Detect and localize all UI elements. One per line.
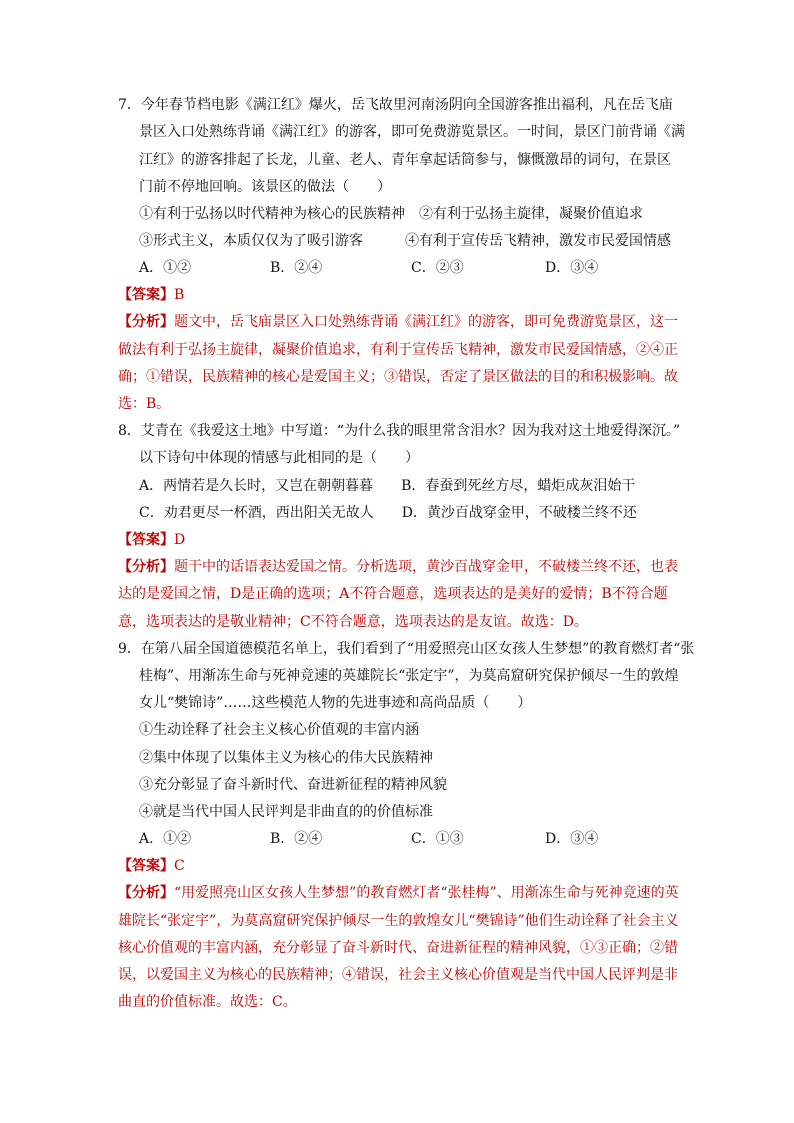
answer-tag: 【答案】 xyxy=(118,858,174,874)
q9-analysis-line: 雄院长“张定宇”，为莫高窟研究保护倾尽一生的敦煌女儿“樊锦诗”他们生动诠释了社会主义 xyxy=(118,913,679,929)
q7-choice-a: A．①② xyxy=(139,260,192,276)
answer-value: D xyxy=(174,532,186,548)
q7-analysis-line: 选：B。 xyxy=(118,396,171,412)
q8-analysis-line: 意，选项表达的是敬业精神；C不符合题意，选项表达的是友谊。故选：D。 xyxy=(118,614,588,630)
q8-answer xyxy=(118,530,185,550)
q9-statement: ②集中体现了以集体主义为核心的伟大民族精神 xyxy=(139,750,433,766)
q9-choice-a: A．①② xyxy=(139,831,192,847)
analysis-text: “用爱照亮山区女孩人生梦想”的教育燃灯者“张桂梅”、用渐冻生命与死神竞速的英 xyxy=(174,885,679,901)
answer-value: C xyxy=(174,858,185,874)
q9-analysis-line xyxy=(118,883,679,903)
q9-statement: ①生动诠释了社会主义核心价值观的丰富内涵 xyxy=(139,722,419,738)
q9-analysis-line: 曲直的价值标准。故选：C。 xyxy=(118,994,297,1010)
q9-answer xyxy=(118,856,185,876)
answer-value: B xyxy=(174,287,185,303)
q9-statement: ③充分彰显了奋斗新时代、奋进新征程的精神风貌 xyxy=(139,777,447,793)
q7-choice-b: B．②④ xyxy=(270,260,323,276)
q9-choice-b: B．②④ xyxy=(270,831,323,847)
analysis-text: 题文中，岳飞庙景区入口处熟练背诵《满江红》的游客，即可免费游览景区，这一 xyxy=(174,314,678,330)
analysis-text: 题干中的话语表达爱国之情。分析选项，黄沙百战穿金甲，不破楼兰终不还，也表 xyxy=(174,559,678,575)
q8-options-row: C．劝君更尽一杯酒，西出阳关无故人 D．黄沙百战穿金甲，不破楼兰终不还 xyxy=(139,505,637,521)
answer-tag: 【答案】 xyxy=(118,532,174,548)
q7-stem-line: 门前不停地回响。该景区的做法（ ） xyxy=(139,179,391,195)
q9-choice-d: D．③④ xyxy=(545,831,599,847)
answer-tag: 【答案】 xyxy=(118,287,174,303)
q8-stem-line: 以下诗句中体现的情感与此相同的是（ ） xyxy=(139,450,419,466)
q9-choice-c: C．①③ xyxy=(411,831,464,847)
analysis-tag: 【分析】 xyxy=(118,885,174,901)
q7-statement: ③形式主义，本质仅仅为了吸引游客 ④有利于宣传岳飞精神，激发市民爱国情感 xyxy=(139,233,671,249)
q7-answer xyxy=(118,285,184,305)
analysis-tag: 【分析】 xyxy=(118,314,174,330)
q8-stem-line: 8．艾青在《我爱这土地》中写道：“为什么我的眼里常含泪水？因为我对这土地爱得深沉。” xyxy=(118,423,681,439)
q9-stem-line: 9．在第八届全国道德模范名单上，我们看到了“用爱照亮山区女孩人生梦想”的教育燃灯者“张 xyxy=(118,641,695,657)
q7-choice-c: C．②③ xyxy=(411,260,464,276)
q9-stem-line: 女儿“樊锦诗”……这些模范人物的先进事迹和高尚品质（ ） xyxy=(139,695,532,711)
q7-stem-line: 7．今年春节档电影《满江红》爆火，岳飞故里河南汤阴向全国游客推出福利，凡在岳飞庙 xyxy=(118,97,673,113)
q8-analysis-line: 达的是爱国之情，D是正确的选项；A不符合题意，选项表达的是美好的爱情；B不符合题 xyxy=(118,586,668,602)
q8-analysis-line xyxy=(118,557,678,577)
analysis-tag: 【分析】 xyxy=(118,559,174,575)
q7-analysis-line xyxy=(118,312,678,332)
q9-analysis-line: 核心价值观的丰富内涵，充分彰显了奋斗新时代、奋进新征程的精神风貌，①③正确；②错 xyxy=(118,940,678,956)
q7-analysis-line: 做法有利于弘扬主旋律，凝聚价值追求，有利于宣传岳飞精神，激发市民爱国情感，②④正 xyxy=(118,342,678,358)
q8-options-row: A．两情若是久长时，又岂在朝朝暮暮 B．春蚕到死丝方尽，蜡炬成灰泪始干 xyxy=(139,478,636,494)
q9-analysis-line: 误，以爱国主义为核心的民族精神；④错误，社会主义核心价值观是当代中国人民评判是非 xyxy=(118,967,678,983)
q7-choice-d: D．③④ xyxy=(545,260,599,276)
q7-statement: ①有利于弘扬以时代精神为核心的民族精神 ②有利于弘扬主旋律，凝聚价值追求 xyxy=(139,206,643,222)
q7-analysis-line: 确；①错误，民族精神的核心是爱国主义；③错误，否定了景区做法的目的和积极影响。故 xyxy=(118,369,678,385)
q9-stem-line: 桂梅”、用渐冻生命与死神竞速的英雄院长“张定宇”，为莫高窟研究保护倾尽一生的敦煌 xyxy=(139,668,679,684)
q7-stem-line: 景区入口处熟练背诵《满江红》的游客，即可免费游览景区。一时间，景区门前背诵《满 xyxy=(139,124,685,140)
q9-statement: ④就是当代中国人民评判是非曲直的的价值标准 xyxy=(139,804,433,820)
q7-stem-line: 江红》的游客排起了长龙，儿童、老人、青年拿起话筒参与，慷慨激昂的词句，在景区 xyxy=(139,152,671,168)
